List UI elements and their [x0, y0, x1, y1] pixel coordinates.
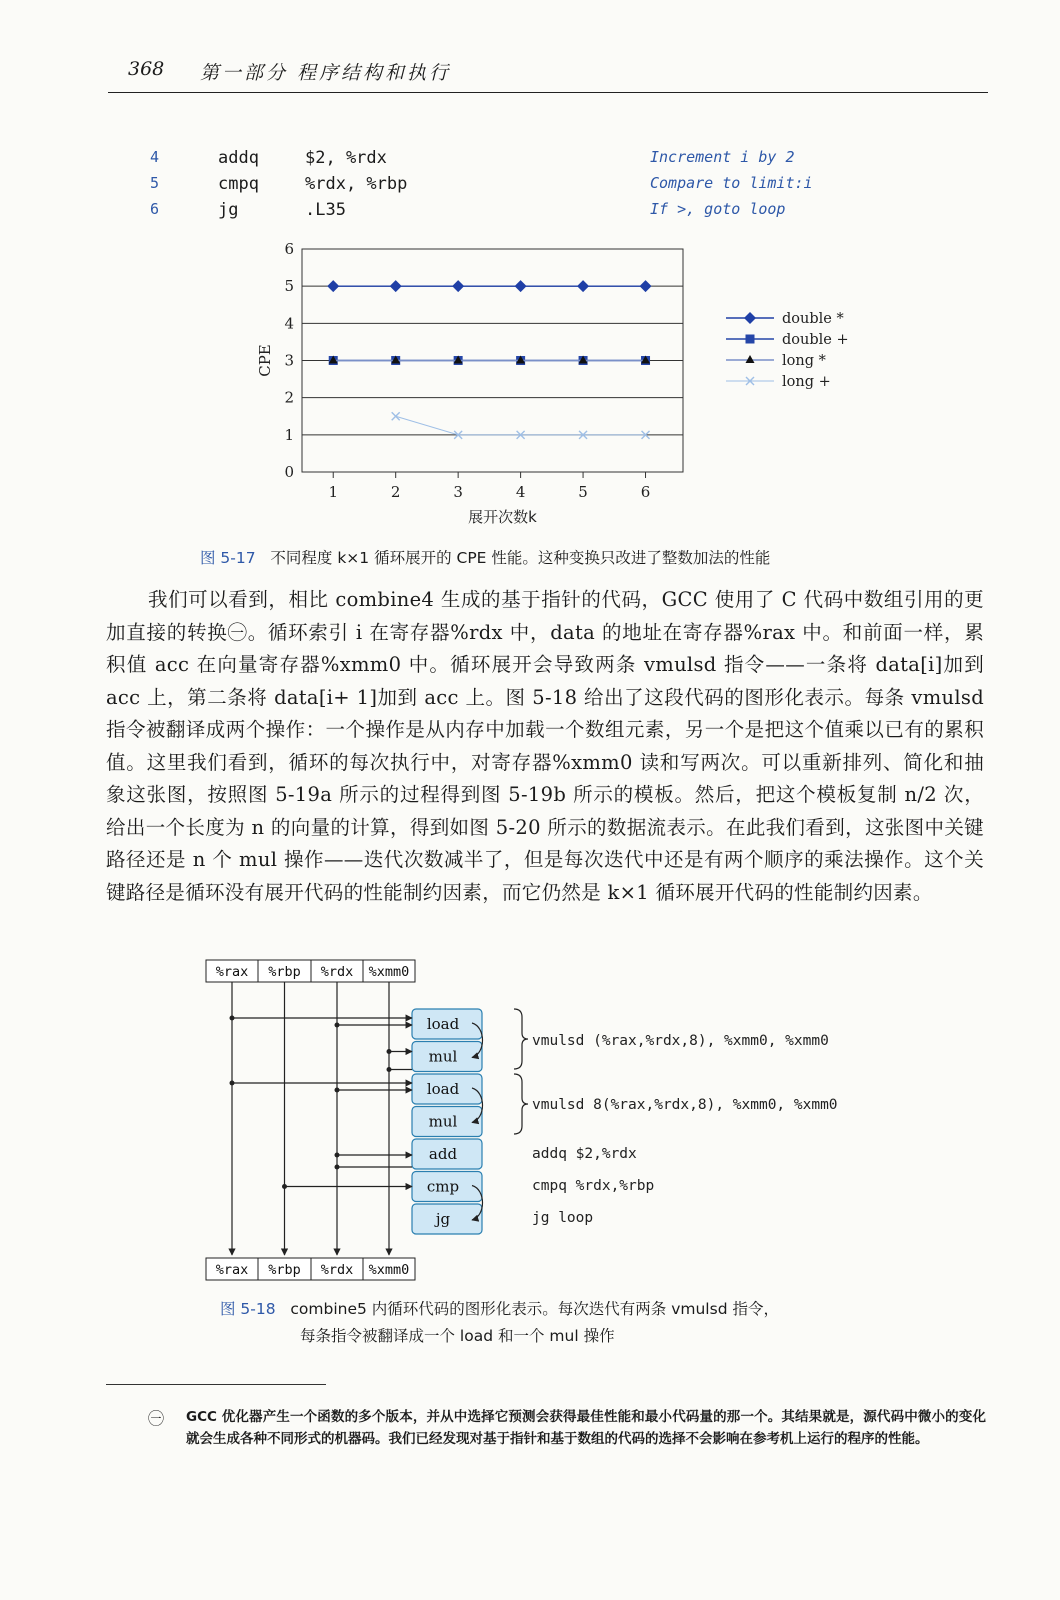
- code-comment: Increment i by 2: [650, 148, 795, 166]
- code-line-number: 5: [150, 174, 160, 192]
- data-point: [746, 335, 755, 344]
- op-label: jg: [435, 1210, 451, 1228]
- register-label: %xmm0: [368, 964, 410, 980]
- y-tick-label: 3: [284, 351, 294, 370]
- data-point: [452, 280, 464, 292]
- y-axis-label: CPE: [256, 344, 274, 377]
- op-jg: [412, 1204, 482, 1234]
- y-tick-label: 6: [284, 240, 294, 258]
- y-tick-label: 1: [284, 425, 294, 444]
- x-tick-label: 6: [640, 483, 651, 501]
- op-label: load: [426, 1080, 460, 1098]
- data-point: [744, 312, 756, 324]
- op-label: cmp: [426, 1177, 460, 1196]
- data-point: [515, 280, 527, 292]
- code-args: %rdx, %rbp: [305, 174, 408, 194]
- op-load: [412, 1009, 482, 1039]
- junction-dot: [282, 1184, 287, 1189]
- figure-5-17-caption: [200, 546, 770, 568]
- y-tick-label: 0: [284, 463, 294, 481]
- footnote-mark: ㊀: [148, 1409, 165, 1428]
- x-tick-label: 3: [453, 483, 463, 501]
- series-double: [327, 280, 651, 292]
- x-tick-label: 2: [390, 483, 401, 501]
- code-line: [150, 174, 850, 198]
- code-comment: If >, goto loop: [650, 200, 786, 218]
- instruction-text: jg loop: [532, 1210, 594, 1226]
- junction-dot: [230, 1081, 235, 1086]
- series-line: [396, 416, 646, 435]
- body-paragraph: 我们可以看到，相比 combine4 生成的基于指针的代码，GCC 使用了 C 代码中数组引用的更加直接的转换㊀。循环索引 i 在寄存器%rdx 中，data 的地址在寄存器%rax 中。和前面一样，累积值 acc 在向量寄存器%xmm0 中。循环展开会导致两条 vmulsd 指令——一条将 data[i]加到 acc 上，第二条将 data[i+ 1]加到 acc 上。图 5-18 给出了这段代码的图形化表示。每条 vmulsd 指令被翻译成两个操作：一个操作是从内存中加载一个数组元素，另一个是把这个值乘以已有的累积值。这里我们看到，循环的每次执行中，对寄存器%xmm0 读和写两次。可以重新排列、简化和抽象这张图，按照图 5-19a 所示的过程得到图 5-19b 所示的模板。然后，把这个模板复制 n/2 次，给出一个长度为 n 的向量的计算，得到如图 5-20 所示的数据流表示。在此我们看到，这张图中关键路径还是 n 个 mul 操作——迭代次数减半了，但是每次迭代中还是有两个顺序的乘法操作。这个关键路径是循环没有展开代码的性能制约因素，而它仍然是 k×1 循环展开代码的性能制约因素。: [106, 588, 984, 904]
- code-args: $2, %rdx: [305, 148, 387, 168]
- figure-label: 图 5-17: [200, 549, 256, 567]
- registers-bottom: [206, 1258, 415, 1280]
- junction-dot: [387, 1049, 392, 1054]
- code-line-number: 6: [150, 200, 160, 218]
- combine5-flow-diagram: [196, 952, 916, 1288]
- code-op: cmpq: [218, 174, 259, 194]
- op-cmp: [412, 1172, 482, 1202]
- code-args: .L35: [305, 200, 346, 220]
- register-label: %rax: [215, 1262, 249, 1278]
- data-point: [327, 280, 339, 292]
- junction-dot: [230, 1016, 235, 1021]
- op-mul: [412, 1107, 482, 1137]
- code-op: addq: [218, 148, 259, 168]
- instruction-text: addq $2,%rdx: [532, 1146, 637, 1162]
- register-label: %rbp: [268, 964, 301, 980]
- register-label: %rax: [215, 964, 249, 980]
- x-tick-label: 1: [328, 483, 339, 501]
- x-tick-label: 5: [578, 483, 588, 501]
- figure-caption-text: 不同程度 k×1 循环展开的 CPE 性能。这种变换只改进了整数加法的性能: [270, 549, 771, 567]
- page-number: 368: [128, 58, 165, 80]
- code-comment: Compare to limit:i: [650, 174, 813, 192]
- figure-5-18-caption: [220, 1296, 779, 1350]
- register-label: %rbp: [268, 1262, 301, 1278]
- code-line: [150, 148, 850, 172]
- figure-caption-line2: 每条指令被翻译成一个 load 和一个 mul 操作: [300, 1327, 615, 1345]
- brace: [514, 1074, 528, 1134]
- data-point: [746, 355, 755, 363]
- footnote-rule: [106, 1384, 326, 1385]
- x-tick-label: 4: [515, 483, 526, 501]
- legend-label: long *: [782, 353, 826, 369]
- figure-caption-line1: combine5 内循环代码的图形化表示。每次迭代有两条 vmulsd 指令，: [290, 1300, 779, 1318]
- series-long: [329, 356, 650, 364]
- op-add: [412, 1139, 482, 1169]
- op-label: mul: [428, 1112, 458, 1131]
- header-rule: [108, 92, 988, 93]
- legend-entry: [726, 374, 831, 390]
- legend-entry: [726, 332, 849, 348]
- brace: [514, 1009, 528, 1069]
- legend-label: long +: [782, 374, 831, 390]
- instruction-text: vmulsd 8(%rax,%rdx,8), %xmm0, %xmm0: [532, 1097, 838, 1113]
- instruction-text: cmpq %rdx,%rbp: [532, 1178, 655, 1194]
- y-tick-label: 2: [284, 388, 294, 407]
- legend-entry: [726, 311, 844, 327]
- figure-label: 图 5-18: [220, 1300, 276, 1318]
- op-label: mul: [428, 1047, 458, 1066]
- running-head: 第一部分 程序结构和执行: [200, 62, 452, 84]
- data-point: [392, 412, 400, 420]
- legend-entry: [726, 353, 827, 369]
- register-label: %rdx: [320, 964, 354, 980]
- footnote-text: GCC 优化器产生一个函数的多个版本，并从中选择它预测会获得最佳性能和最小代码量的那一个。其结果就是，源代码中微小的变化就会生成各种不同形式的机器码。我们已经发现对基于指针和基于数组的代码的选择不会影响在参考机上运行的程序的性能。: [186, 1409, 986, 1447]
- data-point: [577, 280, 589, 292]
- register-label: %xmm0: [368, 1262, 410, 1278]
- cpe-chart: [240, 236, 880, 532]
- x-axis-label: 展开次数k: [468, 508, 537, 526]
- op-load: [412, 1074, 482, 1104]
- registers-top: [206, 960, 415, 982]
- code-op: jg: [218, 200, 239, 220]
- op-mul: [412, 1042, 482, 1072]
- legend-label: double *: [782, 311, 844, 327]
- op-label: load: [426, 1015, 460, 1033]
- junction-dot: [335, 1088, 340, 1093]
- junction-dot: [335, 1153, 340, 1158]
- code-line-number: 4: [150, 148, 160, 166]
- y-tick-label: 4: [284, 314, 294, 333]
- data-point: [390, 280, 402, 292]
- data-point: [640, 280, 652, 292]
- code-line: [150, 200, 850, 224]
- instruction-text: vmulsd (%rax,%rdx,8), %xmm0, %xmm0: [532, 1033, 829, 1049]
- junction-dot: [335, 1023, 340, 1028]
- op-label: add: [428, 1145, 458, 1163]
- register-label: %rdx: [320, 1262, 354, 1278]
- y-tick-label: 5: [284, 277, 294, 296]
- legend-label: double +: [782, 332, 849, 348]
- junction-dot: [387, 1067, 392, 1072]
- junction-dot: [335, 1165, 340, 1170]
